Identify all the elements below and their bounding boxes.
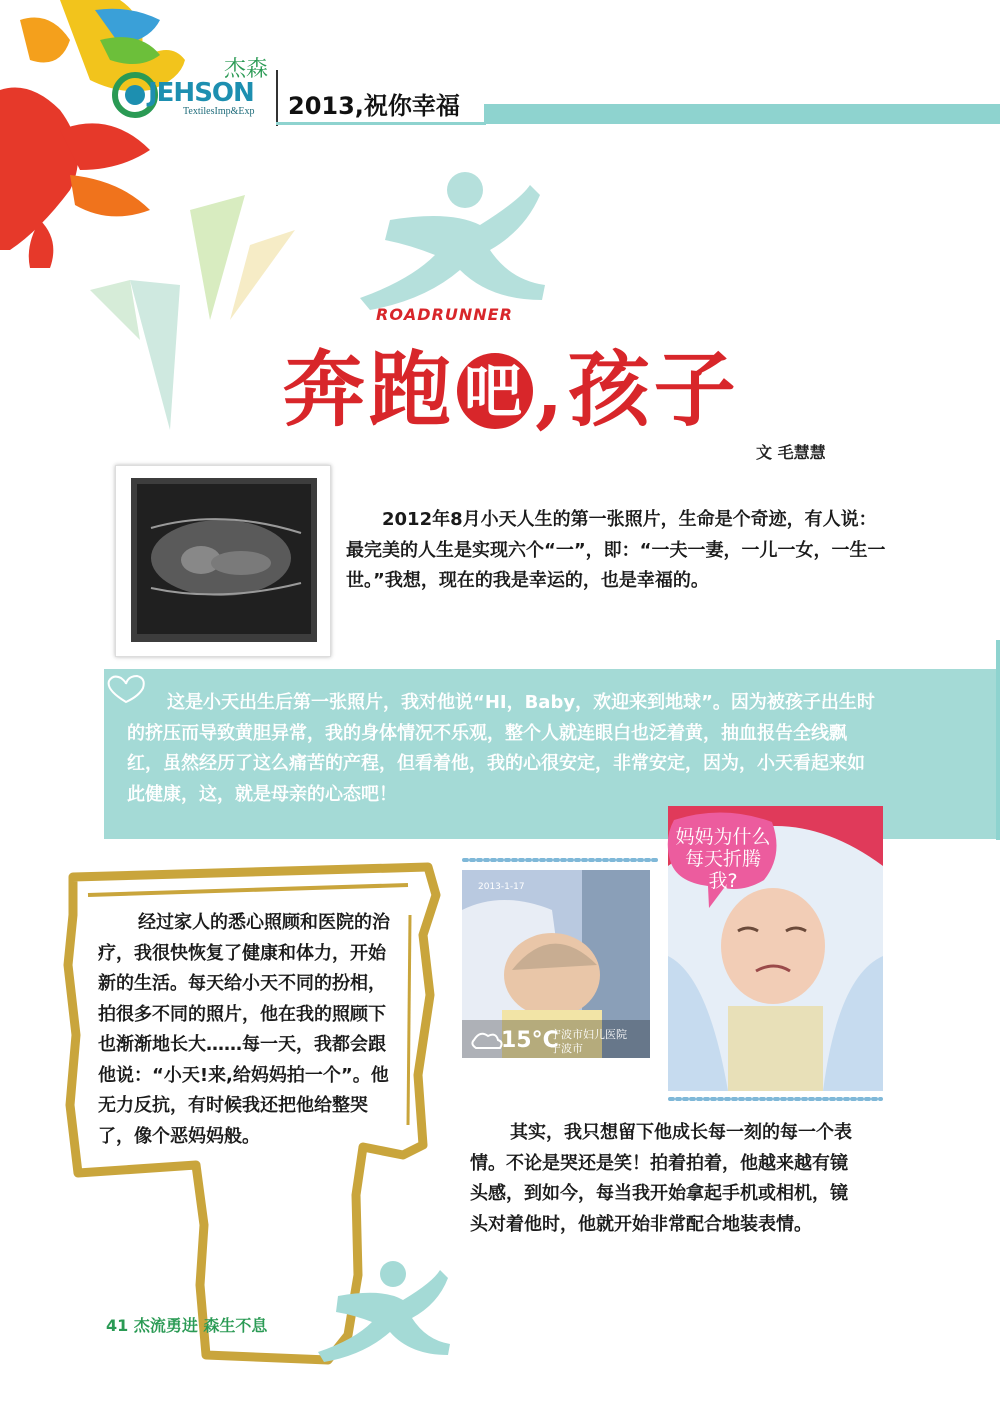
paragraph-2 — [127, 688, 882, 810]
header-divider — [276, 70, 278, 126]
title-part-1: 奔跑 — [283, 342, 456, 438]
paragraph-4 — [470, 1118, 865, 1240]
title-circle-character: 吧 — [457, 353, 533, 429]
logo-subtitle: TextilesImp&Exp — [183, 106, 255, 117]
header-bar — [484, 104, 1000, 124]
title-kicker: ROADRUNNER — [376, 305, 513, 324]
page-header-title: 2013,祝你幸福 — [288, 92, 460, 120]
dotted-border — [462, 855, 662, 865]
paragraph-1-text: 2012年8月小天人生的第一张照片，生命是个奇迹，有人说：最完美的人生是实现六个“一”，即：“一夫一妻，一儿一女，一生一世。”我想，现在的我是幸运的，也是幸福的。 — [346, 509, 886, 591]
runner-figure-icon — [330, 170, 560, 320]
runner-figure-bottom-icon — [298, 1260, 458, 1370]
paragraph-2-text: 这是小天出生后第一张照片，我对他说“HI，Baby，欢迎来到地球”。因为被孩子出生时的挤压而导致黄胆异常，我的身体情况不乐观，整个人就连眼白也泛着黄，抽血报告全线飘红，虽然经历了这么痛苦的产程，但看着他，我的心很安定，非常安定，因为，小天看起来如此健康，这，就是母亲的心态吧！ — [127, 692, 875, 805]
speech-bubble-text: 妈妈为什么每天折腾我? — [675, 826, 771, 892]
logo-chinese: 杰森 — [224, 57, 269, 82]
byline: 文 毛慧慧 — [756, 443, 826, 462]
footer-slogan: 杰流勇进 森生不息 — [133, 1316, 268, 1335]
photo-location: 宁波市妇儿医院 宁波市 — [550, 1028, 627, 1055]
photo-date: 2013-1-17 — [478, 882, 525, 892]
photo-temperature: 15°C — [501, 1028, 559, 1053]
article-title — [283, 325, 740, 442]
page-number: 41 — [106, 1316, 129, 1335]
dotted-border-bottom — [668, 1094, 883, 1104]
logo-text: JEHSON — [148, 78, 254, 108]
paragraph-4-text: 其实，我只想留下他成长每一刻的每一个表情。不论是哭还是笑！拍着拍着，他越来越有镜头感，到如今，每当我开始拿起手机或相机，镜头对着他时，他就开始非常配合地装表情。 — [470, 1122, 852, 1235]
ultrasound-photo — [131, 478, 317, 642]
paragraph-3-text: 经过家人的悉心照顾和医院的治疗，我很快恢复了健康和体力，开始新的生活。每天给小天不同的扮相，拍很多不同的照片，他在我的照顾下也渐渐地长大……每一天，我都会跟他说：“小天!来,给妈妈拍一个”。他无力反抗，有时候我还把他给整哭了，像个恶妈妈般。 — [98, 912, 390, 1147]
edge-bar — [996, 640, 1000, 840]
paragraph-1 — [346, 505, 891, 597]
title-part-3: ,孩子 — [535, 342, 740, 438]
page-footer — [106, 1313, 267, 1336]
paragraph-3 — [98, 908, 400, 1152]
header-underline — [276, 122, 486, 125]
